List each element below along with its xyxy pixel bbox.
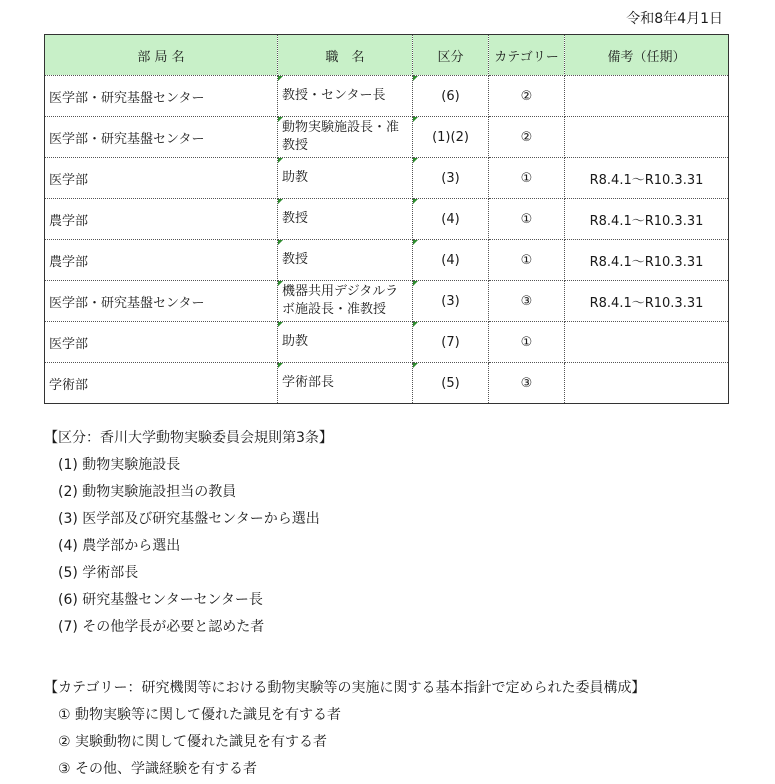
classification-item: (6) 研究基盤センターセンター長 [58, 592, 263, 608]
classification-heading: 【区分：香川大学動物実験委員会規則第3条】 [44, 430, 333, 446]
cell-title: 機器共用デジタルラボ施設長・准教授 [278, 281, 413, 322]
cell-dept: 医学部・研究基盤センター [45, 76, 278, 117]
classification-section [44, 425, 333, 641]
classification-item: (5) 学術部長 [58, 565, 139, 581]
category-item: ② 実験動物に関して優れた識見を有する者 [58, 734, 327, 750]
cell-dept: 医学部 [45, 322, 278, 363]
category-heading: 【カテゴリー：研究機関等における動物実験等の実施に関する基本指針で定められた委員構成】 [44, 680, 646, 696]
cell-class: (4) [413, 199, 489, 240]
cell-category: ① [489, 199, 565, 240]
cell-title: 学術部長 [278, 363, 413, 404]
cell-class: (3) [413, 158, 489, 199]
cell-title: 教授 [278, 199, 413, 240]
classification-item: (2) 動物実験施設担当の教員 [58, 484, 237, 500]
classification-item: (4) 農学部から選出 [58, 538, 181, 554]
cell-title: 助教 [278, 322, 413, 363]
document-date: 令和8年4月1日 [626, 11, 723, 27]
committee-table [44, 34, 729, 404]
cell-class: (7) [413, 322, 489, 363]
cell-class: (5) [413, 363, 489, 404]
category-section [44, 675, 645, 783]
header-title: 職 名 [278, 35, 413, 76]
header-class: 区分 [413, 35, 489, 76]
cell-dept: 医学部 [45, 158, 278, 199]
classification-item: (1) 動物実験施設長 [58, 457, 181, 473]
cell-title: 助教 [278, 158, 413, 199]
cell-note: R8.4.1～R10.3.31 [565, 158, 729, 199]
classification-item: (3) 医学部及び研究基盤センターから選出 [58, 511, 320, 527]
cell-title: 教授 [278, 240, 413, 281]
cell-class: (3) [413, 281, 489, 322]
cell-note: R8.4.1～R10.3.31 [565, 199, 729, 240]
cell-category: ① [489, 240, 565, 281]
cell-title: 教授・センター長 [278, 76, 413, 117]
header-note: 備考（任期） [565, 35, 729, 76]
cell-class: (6) [413, 76, 489, 117]
cell-title: 動物実験施設長・准教授 [278, 117, 413, 158]
cell-category: ② [489, 117, 565, 158]
header-category: カテゴリー [489, 35, 565, 76]
table-row [45, 322, 729, 363]
cell-note [565, 76, 729, 117]
header-dept: 部 局 名 [45, 35, 278, 76]
category-item: ③ その他、学識経験を有する者 [58, 761, 258, 777]
cell-category: ③ [489, 281, 565, 322]
cell-dept: 農学部 [45, 240, 278, 281]
table-row [45, 240, 729, 281]
table-row [45, 281, 729, 322]
cell-dept: 学術部 [45, 363, 278, 404]
classification-item: (7) その他学長が必要と認めた者 [58, 619, 265, 635]
table-row [45, 363, 729, 404]
cell-category: ② [489, 76, 565, 117]
table-row [45, 76, 729, 117]
table-row [45, 117, 729, 158]
cell-category: ③ [489, 363, 565, 404]
cell-dept: 医学部・研究基盤センター [45, 281, 278, 322]
cell-class: (1)(2) [413, 117, 489, 158]
table-row [45, 158, 729, 199]
cell-note: R8.4.1～R10.3.31 [565, 240, 729, 281]
cell-category: ① [489, 158, 565, 199]
cell-dept: 医学部・研究基盤センター [45, 117, 278, 158]
cell-category: ① [489, 322, 565, 363]
table-header-row [45, 35, 729, 76]
cell-class: (4) [413, 240, 489, 281]
category-item: ① 動物実験等に関して優れた識見を有する者 [58, 707, 341, 723]
cell-dept: 農学部 [45, 199, 278, 240]
table-row [45, 199, 729, 240]
cell-note: R8.4.1～R10.3.31 [565, 281, 729, 322]
cell-note [565, 322, 729, 363]
cell-note [565, 117, 729, 158]
cell-note [565, 363, 729, 404]
